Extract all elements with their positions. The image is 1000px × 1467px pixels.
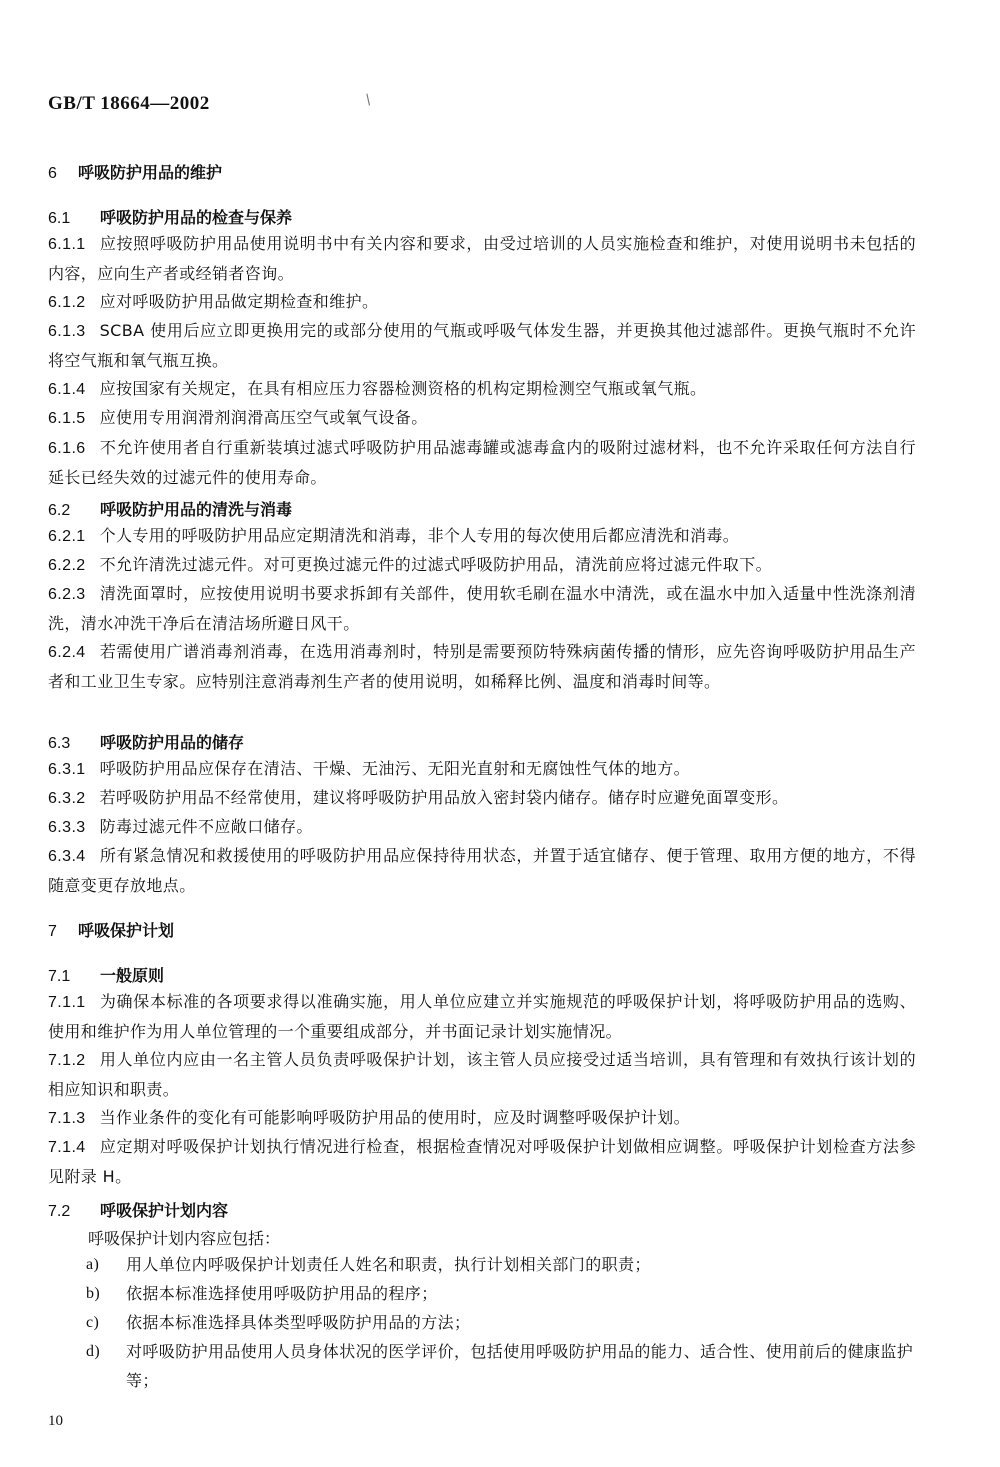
list-text: 依据本标准选择使用呼吸防护用品的程序； <box>126 1284 438 1303</box>
stray-mark: / <box>362 91 375 109</box>
clause-6-3-2 <box>48 783 916 813</box>
clause-text: 若需使用广谱消毒剂消毒，在选用消毒剂时，特别是需要预防特殊病菌传播的情形，应先咨询呼吸防护用品生产者和工业卫生专家。应特别注意消毒剂生产者的使用说明，如稀释比例、温度和消毒时间等。 <box>48 642 916 691</box>
list-text: 对呼吸防护用品使用人员身体状况的医学评价，包括使用呼吸防护用品的能力、适合性、使用前后的健康监护等； <box>126 1342 914 1390</box>
clause-number: 7.1.2 <box>48 1052 86 1069</box>
section-title: 呼吸防护用品的储存 <box>100 733 245 752</box>
section-title: 呼吸防护用品的维护 <box>78 163 223 182</box>
clause-text: 应使用专用润滑剂润滑高压空气或氧气设备。 <box>99 408 428 427</box>
clause-number: 6.3.4 <box>48 848 86 865</box>
section-number: 6 <box>48 165 57 182</box>
list-label: d) <box>86 1343 101 1360</box>
section-7-heading <box>48 918 174 941</box>
clause-6-2-4 <box>48 637 916 696</box>
clause-number: 6.2.2 <box>48 557 86 574</box>
list-label: b) <box>86 1285 101 1302</box>
clause-6-1-4 <box>48 374 916 404</box>
section-number: 7.1 <box>48 968 71 985</box>
section-number: 7.2 <box>48 1203 71 1220</box>
clause-number: 6.1.5 <box>48 410 86 427</box>
list-item-c <box>86 1308 916 1337</box>
section-7-1-heading <box>48 963 164 986</box>
clause-text: 不允许清洗过滤元件。对可更换过滤元件的过滤式呼吸防护用品，清洗前应将过滤元件取下。 <box>99 555 772 574</box>
clause-6-2-2 <box>48 550 916 580</box>
section-7-2-intro: 呼吸保护计划内容应包括： <box>88 1229 281 1248</box>
section-6-1-heading <box>48 205 292 228</box>
clause-6-2-1 <box>48 521 916 551</box>
clause-text: 若呼吸防护用品不经常使用，建议将呼吸防护用品放入密封袋内储存。储存时应避免面罩变形。 <box>99 788 789 807</box>
clause-6-1-2 <box>48 287 916 317</box>
list-item-d <box>86 1337 916 1395</box>
clause-number: 7.1.4 <box>48 1139 86 1156</box>
clause-7-1-2 <box>48 1045 916 1104</box>
clause-number: 6.3.2 <box>48 790 86 807</box>
clause-7-1-3 <box>48 1103 916 1133</box>
list-text: 用人单位内呼吸保护计划责任人姓名和职责，执行计划相关部门的职责； <box>126 1255 651 1274</box>
clause-text: SCBA 使用后应立即更换用完的或部分使用的气瓶或呼吸气体发生器，并更换其他过滤部件。更换气瓶时不允许将空气瓶和氧气瓶互换。 <box>48 321 916 370</box>
clause-number: 6.2.3 <box>48 586 86 603</box>
clause-6-3-3 <box>48 812 916 842</box>
clause-6-1-3 <box>48 316 916 375</box>
clause-text: 清洗面罩时，应按使用说明书要求拆卸有关部件，使用软毛刷在温水中清洗，或在温水中加入适量中性洗涤剂清洗，清水冲洗干净后在清洁场所避日风干。 <box>48 584 916 633</box>
clause-7-1-1 <box>48 987 916 1046</box>
clause-text: 当作业条件的变化有可能影响呼吸防护用品的使用时，应及时调整呼吸保护计划。 <box>99 1108 690 1127</box>
section-number: 7 <box>48 923 57 940</box>
clause-number: 6.1.6 <box>48 440 86 457</box>
clause-6-1-6 <box>48 433 916 492</box>
clause-number: 6.3.1 <box>48 761 86 778</box>
clause-6-3-4 <box>48 841 916 900</box>
clause-6-1-5 <box>48 403 916 433</box>
clause-text: 防毒过滤元件不应敞口储存。 <box>99 817 313 836</box>
section-title: 一般原则 <box>100 966 165 985</box>
section-6-2-heading <box>48 497 292 520</box>
list-label: a) <box>86 1256 100 1273</box>
clause-7-1-4 <box>48 1132 916 1191</box>
clause-number: 6.1.4 <box>48 381 86 398</box>
section-title: 呼吸防护用品的清洗与消毒 <box>100 500 293 519</box>
clause-text: 应按照呼吸防护用品使用说明书中有关内容和要求，由受过培训的人员实施检查和维护，对使用说明书未包括的内容，应向生产者或经销者咨询。 <box>48 234 916 283</box>
clause-text: 应对呼吸防护用品做定期检查和维护。 <box>99 292 379 311</box>
section-title: 呼吸保护计划 <box>78 921 175 940</box>
clause-text: 所有紧急情况和救援使用的呼吸防护用品应保持待用状态，并置于适宜储存、便于管理、取用方便的地方，不得随意变更存放地点。 <box>48 846 916 895</box>
clause-number: 6.1.1 <box>48 236 86 253</box>
section-number: 6.3 <box>48 735 71 752</box>
clause-text: 呼吸防护用品应保存在清洁、干燥、无油污、无阳光直射和无腐蚀性气体的地方。 <box>99 759 690 778</box>
clause-text: 应按国家有关规定，在具有相应压力容器检测资格的机构定期检测空气瓶或氧气瓶。 <box>99 379 707 398</box>
clause-text: 应定期对呼吸保护计划执行情况进行检查，根据检查情况对呼吸保护计划做相应调整。呼吸保护计划检查方法参见附录 H。 <box>48 1137 916 1186</box>
clause-text: 不允许使用者自行重新装填过滤式呼吸防护用品滤毒罐或滤毒盒内的吸附过滤材料，也不允许采取任何方法自行延长已经失效的过滤元件的使用寿命。 <box>48 438 916 487</box>
clause-6-3-1 <box>48 754 916 784</box>
clause-text: 个人专用的呼吸防护用品应定期清洗和消毒，非个人专用的每次使用后都应清洗和消毒。 <box>99 526 740 545</box>
list-item-a <box>86 1250 916 1279</box>
list-text: 依据本标准选择具体类型呼吸防护用品的方法； <box>126 1313 471 1332</box>
section-6-3-heading <box>48 730 244 753</box>
clause-text: 为确保本标准的各项要求得以准确实施，用人单位应建立并实施规范的呼吸保护计划，将呼吸防护用品的选购、使用和维护作为用人单位管理的一个重要组成部分，并书面记录计划实施情况。 <box>48 992 916 1041</box>
clause-number: 7.1.3 <box>48 1110 86 1127</box>
section-title: 呼吸防护用品的检查与保养 <box>100 208 293 227</box>
section-6-heading <box>48 160 222 183</box>
clause-number: 6.2.4 <box>48 644 86 661</box>
section-number: 6.2 <box>48 502 71 519</box>
clause-6-2-3 <box>48 579 916 638</box>
list-item-b <box>86 1279 916 1308</box>
clause-number: 7.1.1 <box>48 994 86 1011</box>
list-label: c) <box>86 1314 100 1331</box>
clause-number: 6.3.3 <box>48 819 86 836</box>
standard-code: GB/T 18664—2002 <box>48 93 210 114</box>
section-title: 呼吸保护计划内容 <box>100 1201 229 1220</box>
clause-number: 6.2.1 <box>48 528 86 545</box>
section-7-2-heading <box>48 1198 228 1221</box>
page-number: 10 <box>48 1413 63 1429</box>
section-number: 6.1 <box>48 210 71 227</box>
clause-text: 用人单位内应由一名主管人员负责呼吸保护计划，该主管人员应接受过适当培训，具有管理和有效执行该计划的相应知识和职责。 <box>48 1050 916 1099</box>
clause-number: 6.1.3 <box>48 323 86 340</box>
clause-number: 6.1.2 <box>48 294 86 311</box>
clause-6-1-1 <box>48 229 916 288</box>
